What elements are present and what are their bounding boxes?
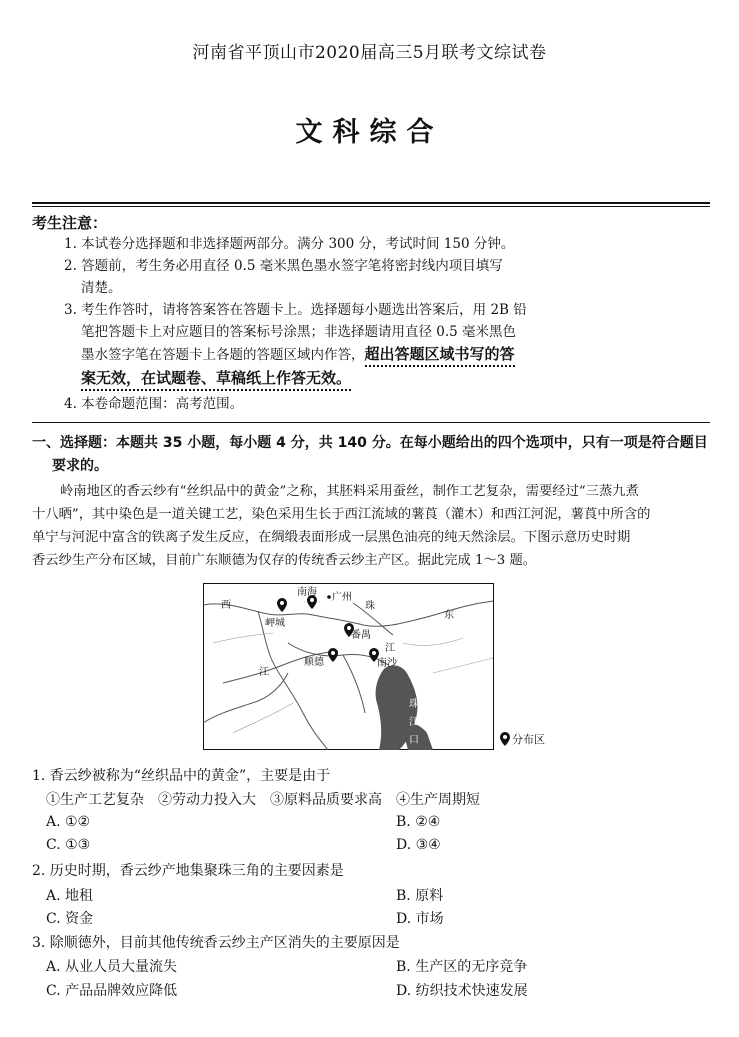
question-1-option-a[interactable]: A. ①② [46,814,91,830]
notice-emphasis-2: 案无效，在试题卷、草稿纸上作答无效。 [81,369,351,391]
label-shunde: 顺德 [304,657,324,668]
notice-item-2-cont: 清楚。 [81,280,122,296]
question-2-option-c[interactable]: C. 资金 [46,911,94,927]
label-dong: 东 [444,610,454,621]
passage-line-2: 十八晒”，其中染色是一道关键工艺，染色采用生长于西江流域的薯莨（灌木）和西江河泥，薯莨中所含的 [32,507,651,522]
section-heading-line2: 要求的。 [52,458,108,474]
passage-line-3: 单宁与河泥中富含的铁离子发生反应，在绸缎表面形成一层黑色油亮的纯天然涂层。下图示意历史时期 [32,530,631,545]
notice-emphasis-1: 超出答题区域书写的答 [365,345,515,367]
label-nanhai: 南海 [297,587,317,598]
guangzhou-dot [327,595,331,599]
label-xi: 西 [221,600,231,611]
map-legend [500,731,545,747]
notice-title: 考生注意： [32,214,108,232]
question-1-statements: ①生产工艺复杂 ②劳动力投入大 ③原料品质要求高 ④生产周期短 [46,792,480,808]
passage-line-1: 岭南地区的香云纱有“丝织品中的黄金”之称，其胚料采用蚕丝，制作工艺复杂，需要经过“三蒸九煮 [60,484,639,499]
notice-item-3-text: 墨水签字笔在答题卡上各题的答题区域内作答， [81,347,365,363]
question-1-stem: 1. 香云纱被称为“丝织品中的黄金”，主要是由于 [32,768,331,784]
question-3-option-d[interactable]: D. 纺织技术快速发展 [396,983,528,999]
legend-label: 分布区 [512,733,545,746]
notice-item-4: 4. 本卷命题范围：高考范围。 [64,396,244,412]
label-zhu-2: 珠 [409,699,419,710]
question-2-option-b[interactable]: B. 原料 [396,888,444,904]
question-3-option-a[interactable]: A. 从业人员大量流失 [46,959,178,975]
label-jiang-1: 江 [385,643,395,654]
notice-item-3: 3. 考生作答时，请将答案答在答题卡上。选择题每小题选出答案后，用 2B 铅 [64,302,527,318]
label-ganzhen: 岬城 [265,618,285,629]
passage-line-4: 香云纱生产分布区域，目前广东顺德为仅存的传统香云纱主产区。据此完成 1～3 题。 [32,553,537,568]
pin-icon [500,732,510,746]
label-guangzhou: 广州 [332,592,352,603]
header-rule-thin [32,206,710,207]
question-2-option-a[interactable]: A. 地租 [46,888,94,904]
question-1-option-b[interactable]: B. ②④ [396,814,441,830]
label-zhu: 珠 [365,601,375,612]
question-3-option-b[interactable]: B. 生产区的无序竞争 [396,959,528,975]
notice-item-3-cont2 [81,343,721,366]
exam-header: 河南省平顶山市2020届高三5月联考文综试卷 [192,43,547,63]
notice-item-3-cont3 [81,367,721,390]
question-1-option-d[interactable]: D. ③④ [396,837,441,853]
label-kou: 口 [409,735,419,746]
notice-item-3-cont1: 笔把答题卡上对应题目的答案标号涂黑；非选择题请用直径 0.5 毫米黑色 [81,324,517,340]
label-jiang-3: 江 [409,717,419,728]
question-2-stem: 2. 历史时期，香云纱产地集聚珠三角的主要因素是 [32,863,344,879]
question-3-option-c[interactable]: C. 产品品牌效应降低 [46,983,178,999]
notice-item-1: 1. 本试卷分选择题和非选择题两部分。满分 300 分，考试时间 150 分钟。 [64,236,515,252]
subject-title: 文科综合 [295,117,444,148]
notice-item-2: 2. 答题前，考生务必用直径 0.5 毫米黑色墨水签字笔将密封线内项目填写 [64,258,503,274]
label-nansha: 南沙 [377,658,397,669]
header-rule [32,202,710,204]
label-panyu: 番禺 [351,630,371,641]
pearl-river-delta-map [203,583,494,750]
question-1-option-c[interactable]: C. ①③ [46,837,91,853]
question-2-option-d[interactable]: D. 市场 [396,911,444,927]
notice-rule [32,422,710,423]
label-jiang-2: 江 [259,667,269,678]
section-heading-line1: 一、选择题：本题共 35 小题，每小题 4 分，共 140 分。在每小题给出的四个选项中，只有一项是符合题目 [32,435,708,451]
question-3-stem: 3. 除顺德外，目前其他传统香云纱主产区消失的主要原因是 [32,935,400,951]
section-heading [32,432,712,478]
